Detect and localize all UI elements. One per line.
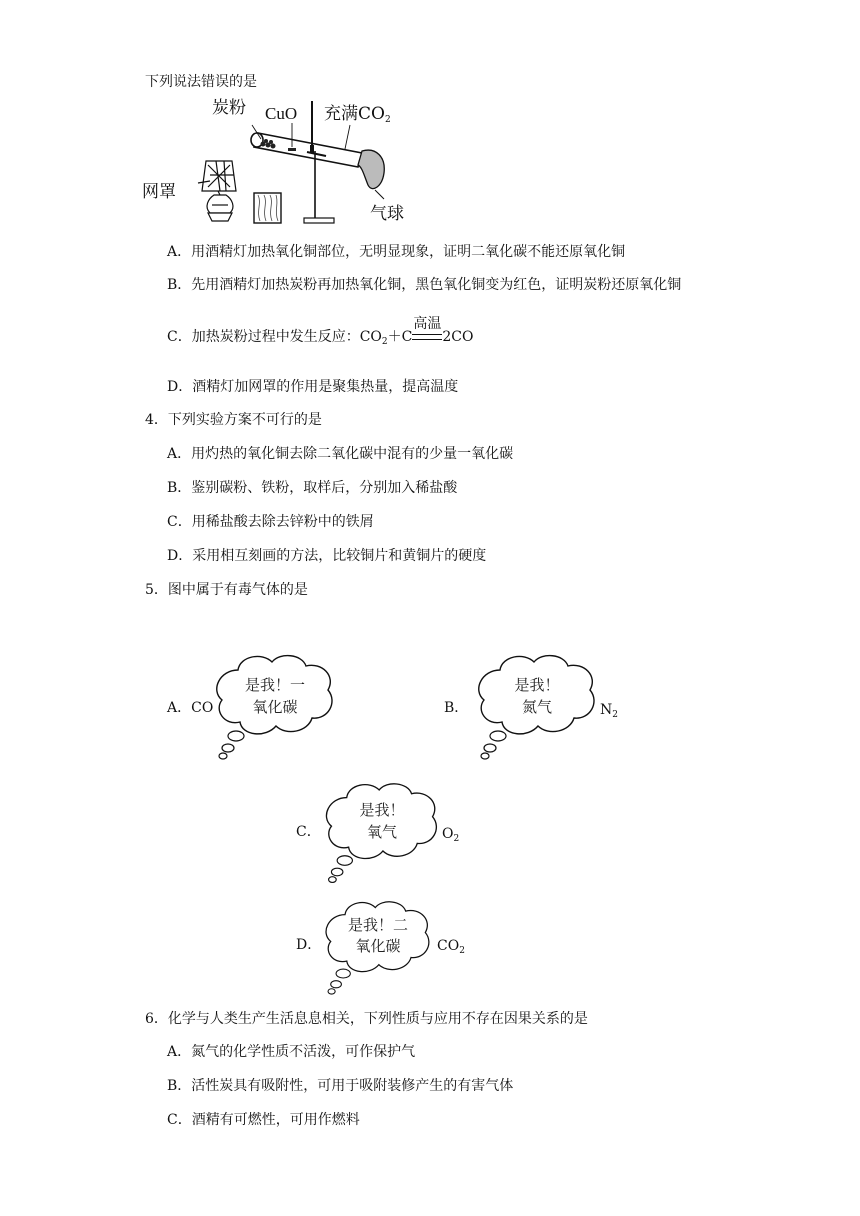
q6-option-c: C．酒精有可燃性，可用作燃料 (167, 1112, 360, 1128)
label-cuo: CuO (265, 104, 298, 123)
q6-option-b: B．活性炭具有吸附性，可用于吸附装修产生的有害气体 (167, 1078, 514, 1094)
q3-option-a: A．用酒精灯加热氧化铜部位，无明显现象，证明二氧化碳不能还原氧化铜 (167, 244, 626, 260)
label-balloon: 气球 (370, 204, 404, 224)
q5-option-c-formula: $O_2$ (442, 826, 460, 844)
q5-option-d-line2: 氧化碳 (355, 937, 401, 955)
label-carbon: 炭粉 (212, 98, 246, 118)
q3-option-b: B．先用酒精灯加热炭粉再加热氧化铜，黑色氧化铜变为红色，证明炭粉还原氧化铜 (167, 277, 682, 293)
q5-stem: 5．图中属于有毒气体的是 (145, 582, 308, 598)
q5-option-b-letter: B． (444, 700, 469, 716)
q4-option-c: C．用稀盐酸去除去锌粉中的铁屑 (167, 514, 374, 530)
q5-option-d-letter: D． (296, 937, 322, 953)
q3-option-d: D．酒精灯加网罩的作用是聚集热量，提高温度 (167, 379, 459, 395)
q5-option-d-formula: $CO_2$ (437, 938, 465, 956)
q4-option-d: D．采用相互刻画的方法，比较铜片和黄铜片的硬度 (167, 548, 487, 564)
q4-stem: 4．下列实验方案不可行的是 (145, 412, 322, 428)
q5-option-d-line1: 是我！二 (347, 916, 408, 934)
apparatus-diagram (140, 95, 440, 235)
label-mesh: 网罩 (142, 182, 176, 202)
q5-option-b-cloud (472, 648, 602, 760)
q5-option-a-cloud (210, 648, 340, 760)
q5-option-c-cloud (320, 775, 444, 885)
q5-option-a-line1: 是我！一 (244, 676, 305, 694)
reaction-condition: 高温 (412, 331, 442, 341)
q4-option-a: A．用灼热的氧化铜去除二氧化碳中混有的少量一氧化碳 (167, 446, 514, 462)
q5-option-c-line2: 氧气 (366, 823, 397, 841)
q5-option-c-letter: C． (296, 824, 321, 840)
q5-option-b-line2: 氮气 (521, 698, 552, 716)
q5-option-b-line1: 是我！ (514, 676, 560, 694)
q6-option-a: A．氮气的化学性质不活泼，可作保护气 (167, 1044, 416, 1060)
q3-option-c: C．加热炭粉过程中发生反应：$CO_2+C$ 高温 2CO (167, 316, 474, 347)
q5-option-b-formula: $N_2$ (600, 702, 618, 720)
q5-option-c-line1: 是我！ (359, 801, 405, 819)
q5-option-d-cloud (320, 892, 436, 998)
q5-option-a-line2: 氧化碳 (252, 698, 298, 716)
q3-stem: 下列说法错误的是 (145, 74, 257, 90)
q5-option-a-label: A．CO (167, 700, 214, 716)
q4-option-b: B．鉴别碳粉、铁粉，取样后，分别加入稀盐酸 (167, 480, 458, 496)
q6-stem: 6．化学与人类生产生活息息相关，下列性质与应用不存在因果关系的是 (145, 1011, 588, 1027)
label-filled-co2: 充满$CO_2$ (324, 104, 391, 125)
